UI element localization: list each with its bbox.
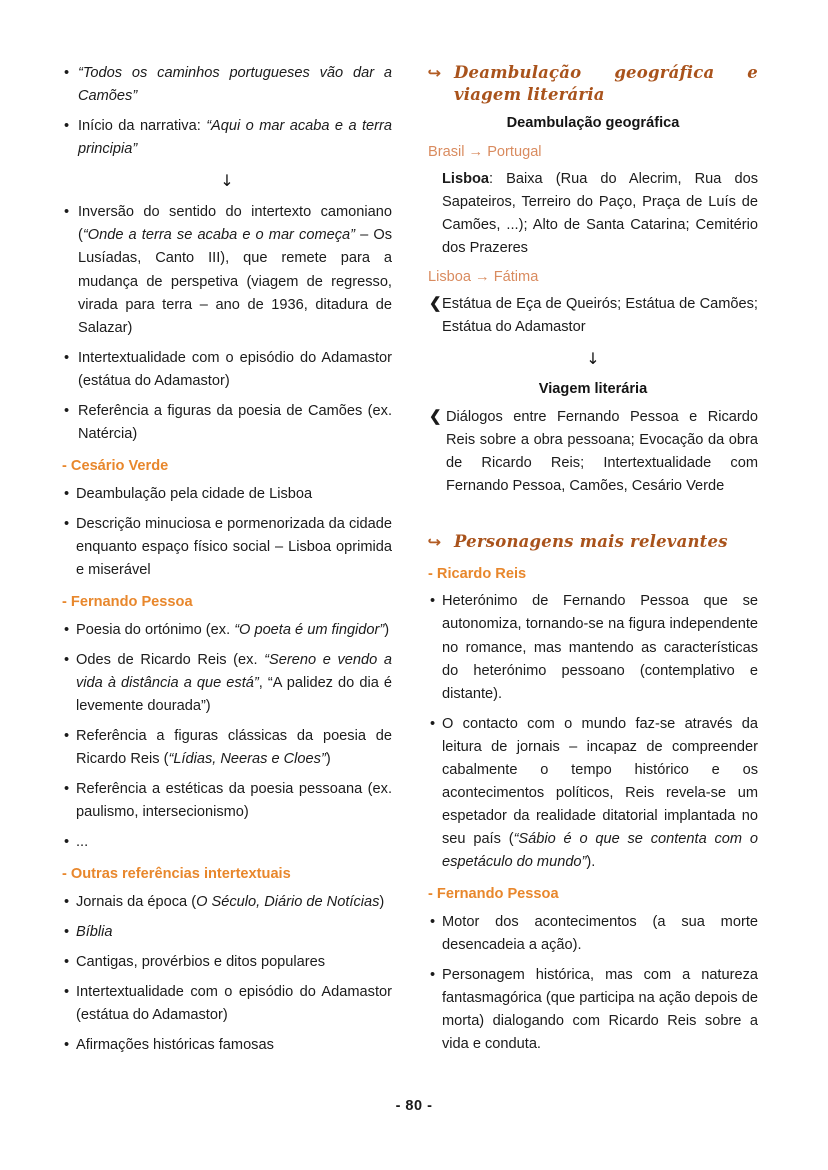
chevron-left-icon: ❮ — [429, 407, 442, 425]
bullet-item — [62, 115, 392, 161]
bullet-dot-icon: • — [64, 728, 70, 744]
bullet-text: ... — [76, 834, 89, 851]
bullet-item — [62, 725, 392, 771]
bullet-dot-icon: • — [64, 118, 70, 135]
bullet-text: Referência a estéticas da poesia pessoana (ex. paulismo, intersecionismo) — [76, 781, 392, 821]
bullet-item — [428, 590, 758, 705]
centered-heading-deambulacao-geografica: Deambulação geográfica — [506, 114, 680, 131]
bullet-item — [62, 921, 392, 944]
chevron-bullet-text: Estátua de Eça de Queirós; Estátua de Camões; Estátua do Adamastor — [442, 295, 758, 335]
bullet-text: Referência a figuras da poesia de Camões (ex. Natércia) — [78, 402, 392, 442]
bullet-text: Bíblia — [76, 924, 113, 941]
bullet-item — [62, 891, 392, 914]
bullet-dot-icon: • — [64, 515, 70, 532]
section-heading-deambulacao-geografica-e-viagem-literaria — [428, 62, 758, 107]
subheading-fernando-pessoa: - Fernando Pessoa — [62, 593, 193, 610]
bullet-text: Intertextualidade com o episódio do Adamastor (estátua do Adamastor) — [78, 349, 392, 389]
bullet-item — [62, 62, 392, 108]
bullet-item — [62, 400, 392, 446]
bullet-dot-icon: • — [64, 984, 70, 1001]
bullet-text: Descrição minuciosa e pormenorizada da cidade enquanto espaço físico social – Lisboa oprimida e miserável — [76, 515, 392, 578]
bullet-text: Cantigas, provérbios e ditos populares — [76, 954, 326, 971]
bullet-item — [62, 778, 392, 824]
bullet-item — [428, 713, 758, 874]
right-column — [428, 62, 758, 1063]
bullet-dot-icon: • — [64, 651, 70, 668]
down-arrow-icon: ↓ — [586, 348, 600, 368]
bullet-text: Heterónimo de Fernando Pessoa que se autonomiza, tornando-se na figura independente no romance, mas mantendo as características do heterónimo pessoano (contemplativo e distante). — [442, 593, 758, 702]
bullet-item — [62, 981, 392, 1027]
chevron-bullet-text: Diálogos entre Fernando Pessoa e Ricardo Reis sobre a obra pessoana; Evocação da obra de Ricardo Reis; Intertextualidade com Fernando Pessoa, Camões, Cesário Verde — [446, 408, 758, 495]
down-arrow-icon: ↓ — [220, 171, 234, 191]
arrow-flourish-icon: ↪ — [427, 533, 442, 552]
bullet-item — [62, 1034, 392, 1057]
bullet-dot-icon: • — [64, 204, 70, 221]
section-heading-text: Deambulação geográfica e viagem literária — [454, 63, 758, 105]
bullet-text: Poesia do ortónimo (ex. “O poeta é um fingidor”) — [76, 621, 390, 638]
page-number: - 80 - — [395, 1098, 433, 1114]
bullet-dot-icon: • — [64, 781, 70, 798]
bullet-dot-icon: • — [430, 913, 436, 930]
bullet-text: Inversão do sentido do intertexto camoniano (“Onde a terra se acaba e o mar começa” – Os Lusíadas, Canto III), que remete para a mudança de perspetiva (viagem de regresso, virada para terra – ano de 1936, ditadura de Salazar) — [78, 204, 392, 336]
bullet-text: Afirmações históricas famosas — [76, 1037, 274, 1054]
bullet-dot-icon: • — [64, 402, 70, 419]
bullet-item — [62, 649, 392, 718]
subheading-fernando-pessoa: - Fernando Pessoa — [428, 885, 559, 902]
left-column — [62, 62, 392, 1064]
bullet-item — [62, 513, 392, 582]
chevron-bullet-item — [428, 293, 758, 339]
bullet-dot-icon: • — [64, 65, 70, 81]
bullet-item — [428, 964, 758, 1056]
two-column-layout — [62, 62, 766, 1064]
bullet-dot-icon: • — [64, 834, 70, 851]
bullet-dot-icon: • — [64, 621, 70, 638]
chevron-left-icon: ❮ — [429, 294, 442, 312]
bullet-text: Início da narrativa: “Aqui o mar acaba e a terra principia” — [78, 118, 392, 158]
bullet-text: O contacto com o mundo faz-se através da leitura de jornais – incapaz de compreender cabalmente o tempo histórico e os acontecimentos políticos, Reis revela-se um espetador da realidade ditatorial implantada no seu país (“Sábio é o que se contenta com o espetáculo do mundo”). — [442, 715, 758, 870]
bullet-text: Intertextualidade com o episódio do Adamastor (estátua do Adamastor) — [76, 984, 392, 1024]
bullet-text: Odes de Ricardo Reis (ex. “Sereno e vendo a vida à distância a que está”, “A palidez do dia é levemente dourada”) — [76, 651, 393, 714]
bullet-item — [62, 951, 392, 974]
bullet-dot-icon: • — [430, 966, 436, 983]
bullet-item — [62, 201, 392, 339]
subheading-outras-referencias-intertextuais: - Outras referências intertextuais — [62, 866, 291, 883]
bullet-item — [62, 831, 392, 854]
bullet-text: Motor dos acontecimentos (a sua morte desencadeia a ação). — [442, 913, 758, 953]
bullet-text: Referência a figuras clássicas da poesia de Ricardo Reis (“Lídias, Neeras e Cloes”) — [76, 728, 392, 768]
bullet-text: “Todos os caminhos portugueses vão dar a Camões” — [78, 65, 392, 105]
bullet-dot-icon: • — [430, 593, 436, 610]
centered-heading-viagem-literaria: Viagem literária — [538, 381, 648, 398]
bullet-item — [62, 347, 392, 393]
bullet-dot-icon: • — [64, 349, 70, 366]
bullet-item — [428, 911, 758, 957]
bullet-dot-icon: • — [64, 894, 70, 911]
bullet-text: Jornais da época (O Século, Diário de Notícias) — [76, 894, 385, 911]
subheading-ricardo-reis: - Ricardo Reis — [428, 565, 527, 582]
section-heading-text: Personagens mais relevantes — [454, 532, 728, 552]
bullet-dot-icon: • — [64, 954, 70, 971]
bullet-dot-icon: • — [430, 715, 436, 732]
subheading-cesario-verde: - Cesário Verde — [62, 457, 169, 474]
bullet-dot-icon: • — [64, 485, 70, 502]
bullet-item — [62, 483, 392, 506]
route-label-lisboa-fatima: Lisboa → Fátima — [428, 268, 539, 285]
paragraph: Lisboa: Baixa (Rua do Alecrim, Rua dos Sapateiros, Terreiro do Paço, Praça de Luís de Camões, ...); Alto de Santa Catarina; Cemitério dos Prazeres — [442, 170, 758, 256]
section-spacer — [428, 505, 758, 531]
chevron-bullet-item — [428, 406, 758, 498]
route-label-brasil-portugal: Brasil → Portugal — [428, 143, 542, 160]
bullet-dot-icon: • — [64, 1037, 70, 1054]
bullet-dot-icon: • — [64, 924, 70, 941]
bullet-item — [62, 619, 392, 642]
arrow-flourish-icon: ↪ — [427, 64, 442, 82]
section-heading-personagens-mais-relevantes — [428, 531, 758, 553]
bullet-text: Personagem histórica, mas com a natureza fantasmagórica (que participa na ação depois de morta) dialogando com Ricardo Reis sobre a vida e conduta. — [442, 966, 758, 1053]
bullet-text: Deambulação pela cidade de Lisboa — [76, 485, 313, 502]
